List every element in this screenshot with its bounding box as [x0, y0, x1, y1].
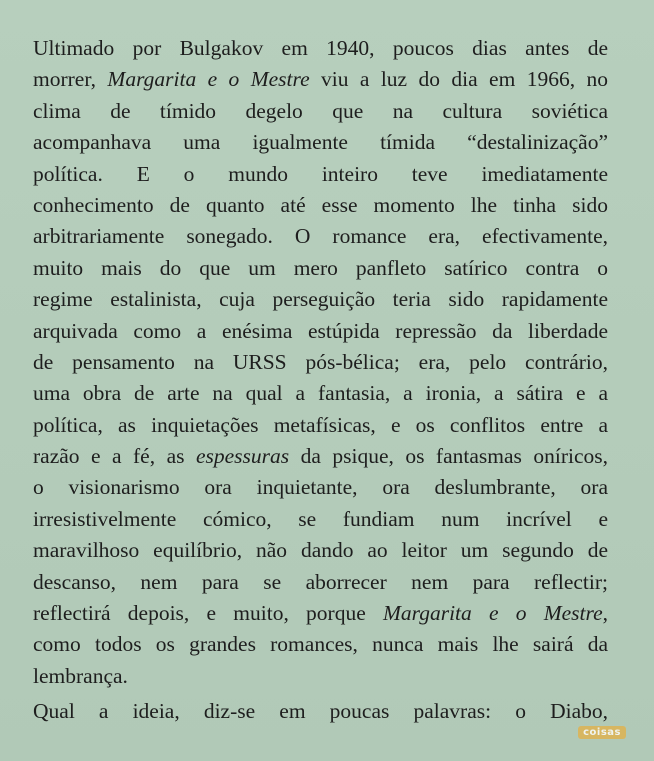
body-text: lembrança.	[33, 663, 128, 688]
text-line	[33, 378, 608, 409]
synopsis-text	[33, 33, 608, 728]
body-text: ,	[602, 601, 608, 626]
text-line	[33, 661, 608, 692]
body-text: morrer,	[33, 67, 108, 92]
text-line	[33, 96, 608, 127]
text-line	[33, 284, 608, 315]
body-text: Ultimado por Bulgakov em 1940, poucos dias antes de	[33, 36, 608, 60]
body-text: maravilhoso equilíbrio, não dando ao leitor um segundo de	[33, 538, 608, 563]
text-line	[33, 629, 608, 660]
text-line	[33, 598, 608, 629]
text-line	[33, 696, 608, 727]
body-text: da psique, os fantasmas oníricos,	[289, 444, 608, 469]
text-line	[33, 410, 608, 441]
body-text: reflectirá depois, e muito, porque	[33, 601, 383, 626]
italic-title-text: Margarita e o Mestre	[382, 601, 603, 626]
body-text: regime estalinista, cuja perseguição teria sido rapidamente	[33, 287, 608, 312]
text-line	[33, 472, 608, 503]
text-line	[33, 504, 608, 535]
text-line	[33, 253, 608, 284]
paragraph-2	[33, 696, 608, 727]
text-line	[33, 441, 608, 472]
body-text: arquivada como a enésima estúpida repressão da liberdade	[33, 318, 608, 343]
body-text: viu a luz do dia em 1966, no	[309, 67, 608, 92]
text-line	[33, 33, 608, 64]
body-text: muito mais do que um mero panfleto satírico contra o	[33, 255, 608, 280]
body-text: conhecimento de quanto até esse momento lhe tinha sido	[33, 192, 608, 217]
italic-title-text: Margarita e o Mestre	[107, 67, 310, 92]
text-line	[33, 567, 608, 598]
text-line	[33, 159, 608, 190]
watermark-badge: coisas	[578, 726, 626, 739]
text-line	[33, 347, 608, 378]
text-line	[33, 64, 608, 95]
body-text: descanso, nem para se aborrecer nem para reflectir;	[33, 569, 608, 594]
body-text: razão e a fé, as	[33, 444, 196, 469]
body-text: Qual a ideia, diz-se em poucas palavras: o Diabo,	[33, 699, 608, 724]
body-text: arbitrariamente sonegado. O romance era, efectivamente,	[33, 224, 608, 249]
text-line	[33, 221, 608, 252]
text-line	[33, 535, 608, 566]
text-line	[33, 127, 608, 158]
body-text: clima de tímido degelo que na cultura soviética	[33, 98, 608, 123]
paragraph-1	[33, 33, 608, 692]
body-text: uma obra de arte na qual a fantasia, a ironia, a sátira e a	[33, 381, 608, 406]
body-text: de pensamento na URSS pós-bélica; era, pelo contrário,	[33, 349, 608, 374]
body-text: política, as inquietações metafísicas, e os conflitos entre a	[33, 412, 608, 437]
body-text: o visionarismo ora inquietante, ora deslumbrante, ora	[33, 475, 608, 500]
body-text: acompanhava uma igualmente tímida “destalinização”	[33, 130, 608, 155]
body-text: como todos os grandes romances, nunca mais lhe sairá da	[33, 632, 608, 657]
text-line	[33, 190, 608, 221]
body-text: política. E o mundo inteiro teve imediatamente	[33, 161, 608, 186]
body-text: irresistivelmente cómico, se fundiam num incrível e	[33, 506, 608, 531]
text-line	[33, 316, 608, 347]
italic-title-text: espessuras	[195, 444, 290, 469]
